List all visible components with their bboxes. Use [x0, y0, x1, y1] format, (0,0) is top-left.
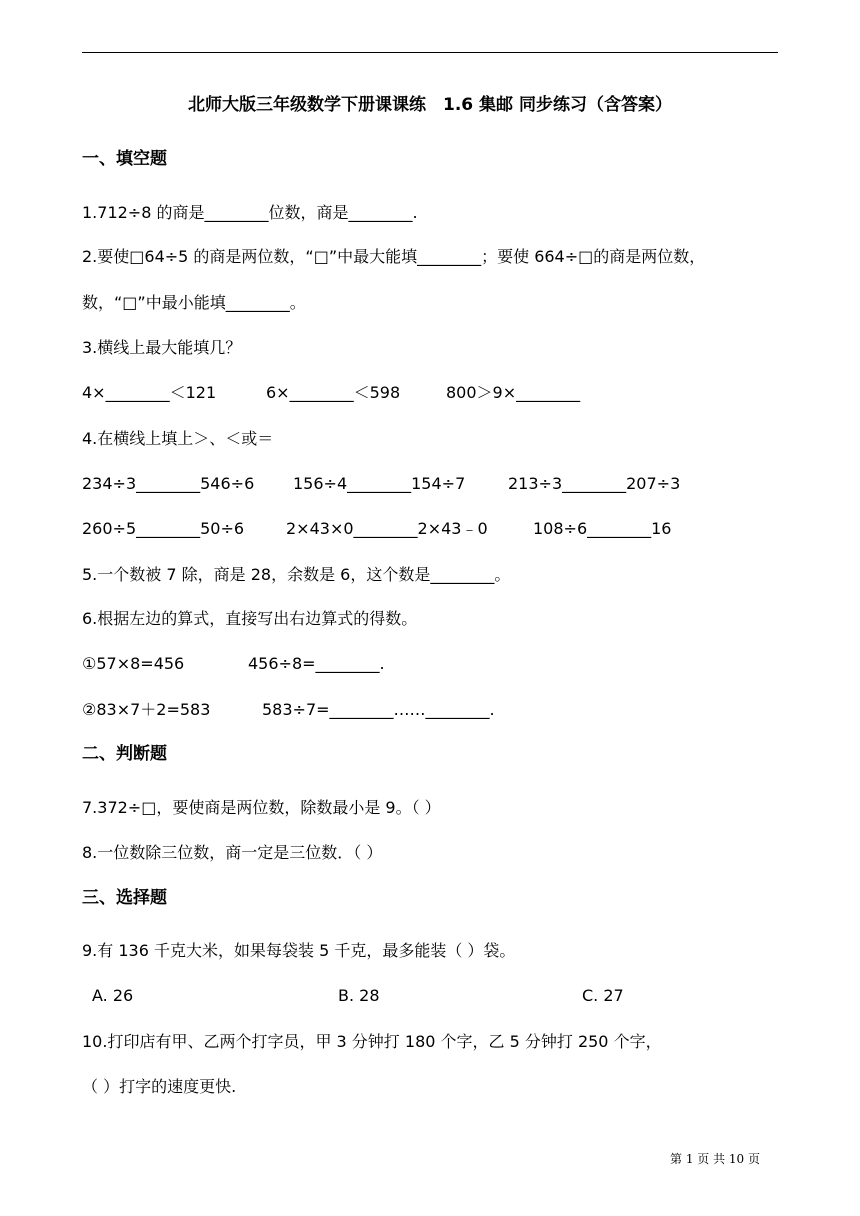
question-10-line-2: （ ）打字的速度更快.	[82, 1077, 237, 1096]
question-3-item-2: 6×________＜598	[266, 383, 401, 402]
question-7: 7.372÷□，要使商是两位数，除数最小是 9。（ ）	[82, 798, 441, 817]
question-1: 1.712÷8 的商是________位数，商是________.	[82, 203, 418, 222]
question-10-line-1: 10.打印店有甲、乙两个打字员，甲 3 分钟打 180 个字，乙 5 分钟打 250 个字，	[82, 1032, 662, 1051]
question-9-option-b: B. 28	[338, 986, 380, 1005]
question-4-row-1-item-3: 213÷3________207÷3	[508, 474, 681, 493]
question-6-answer-a: 456÷8=________.	[248, 654, 385, 673]
question-6-equation-a: ①57×8=456	[82, 654, 185, 673]
section-multiple-choice-heading: 三、选择题	[82, 888, 167, 908]
question-9: 9.有 136 千克大米，如果每袋装 5 千克，最多能装（ ）袋。	[82, 941, 516, 960]
question-2-text: 2.要使□64÷5 的商是两位数，“□”中最大能填________；要使 664÷□的商是两位数，	[82, 247, 706, 266]
question-8: 8.一位数除三位数，商一定是三位数．（ ）	[82, 843, 383, 862]
question-4-row-1-item-2: 156÷4________154÷7	[293, 474, 466, 493]
question-4-row-2-item-1: 260÷5________50÷6	[82, 519, 245, 538]
header-rule	[82, 52, 778, 53]
question-5: 5.一个数被 7 除，商是 28，余数是 6，这个数是________。	[82, 565, 511, 584]
question-9-option-c: C. 27	[582, 986, 624, 1005]
question-4: 4.在横线上填上＞、＜或＝	[82, 429, 274, 448]
page-footer: 第 1 页 共 10 页	[670, 1152, 760, 1166]
question-4-row-1-item-1: 234÷3________546÷6	[82, 474, 255, 493]
question-6: 6.根据左边的算式，直接写出右边算式的得数。	[82, 609, 418, 628]
question-9-option-a: A. 26	[92, 986, 134, 1005]
question-3: 3.横线上最大能填几？	[82, 338, 242, 357]
question-6-equation-b: ②83×7＋2=583	[82, 700, 211, 719]
question-2-line-1	[82, 243, 778, 271]
question-2-line-2: 数，“□”中最小能填________。	[82, 293, 306, 312]
section-true-false-heading: 二、判断题	[82, 744, 167, 764]
page-title: 北师大版三年级数学下册课课练 1.6 集邮 同步练习（含答案）	[188, 95, 672, 115]
section-fill-in-heading: 一、填空题	[82, 149, 167, 169]
question-4-row-2-item-2: 2×43×0________2×43﹣0	[286, 519, 488, 538]
question-4-row-2-item-3: 108÷6________16	[533, 519, 672, 538]
question-6-answer-b: 583÷7=________……________.	[262, 700, 495, 719]
question-3-item-3: 800＞9×________	[446, 383, 581, 402]
question-3-item-1: 4×________＜121	[82, 383, 217, 402]
